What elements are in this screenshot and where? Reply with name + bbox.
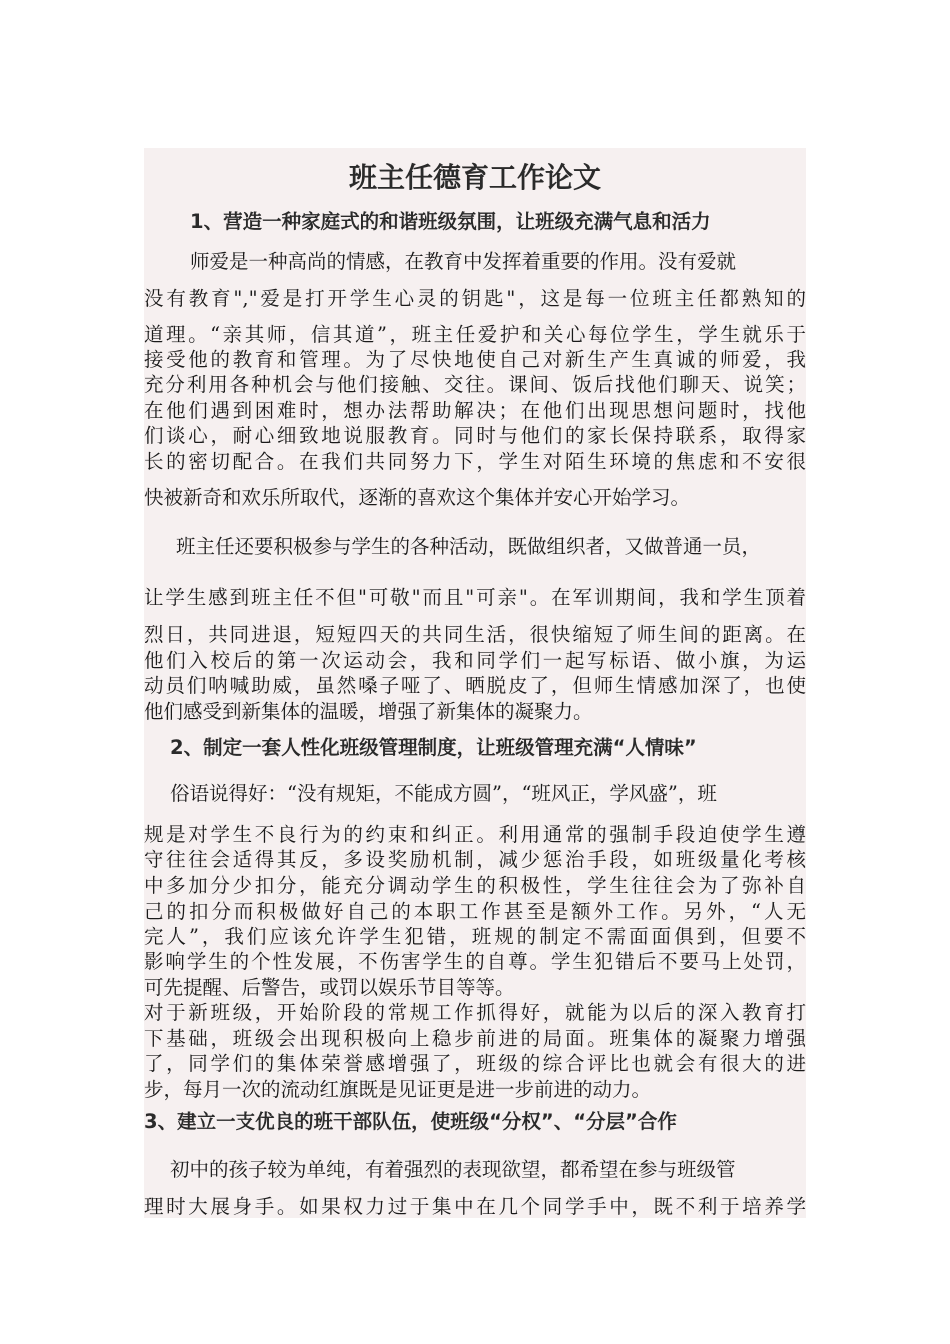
paragraph-line: 守往往会适得其反，多设奖励机制，减少惩治手段，如班级量化考核: [144, 848, 806, 871]
paragraph-line: 们谈心，耐心细致地说服教育。同时与他们的家长保持联系，取得家: [144, 424, 806, 447]
paragraph-line: 道理。“亲其师，信其道”，班主任爱护和关心每位学生，学生就乐于: [144, 323, 806, 346]
paragraph-line: 完人”，我们应该允许学生犯错，班规的制定不需面面俱到，但要不: [144, 925, 806, 948]
paragraph-line: 烈日，共同进退，短短四天的共同生活，很快缩短了师生间的距离。在: [144, 623, 806, 646]
section-heading-2: 2、制定一套人性化班级管理制度，让班级管理充满“人情味”: [170, 736, 697, 759]
paragraph-line: 长的密切配合。在我们共同努力下，学生对陌生环境的焦虑和不安很: [144, 450, 806, 473]
paragraph-line: 他们入校后的第一次运动会，我和同学们一起写标语、做小旗，为运: [144, 649, 806, 672]
paragraph-line: 接受他的教育和管理。为了尽快地使自己对新生产生真诚的师爱，我: [144, 348, 806, 371]
paragraph-line: 理时大展身手。如果权力过于集中在几个同学手中，既不利于培养学: [144, 1195, 806, 1218]
paragraph-line: 对于新班级，开始阶段的常规工作抓得好，就能为以后的深入教育打: [144, 1001, 806, 1024]
paragraph-line: 俗语说得好：“没有规矩，不能成方圆”，“班风正，学风盛”，班: [170, 782, 717, 805]
paragraph-line: 步，每月一次的流动红旗既是见证更是进一步前进的动力。: [144, 1078, 652, 1101]
paragraph-line: 下基础，班级会出现积极向上稳步前进的局面。班集体的凝聚力增强: [144, 1027, 806, 1050]
paragraph-line: 在他们遇到困难时，想办法帮助解决；在他们出现思想问题时，找他: [144, 399, 806, 422]
section-heading-1: 1、营造一种家庭式的和谐班级氛围，让班级充满气息和活力: [190, 210, 711, 233]
paragraph-line: 充分利用各种机会与他们接触、交往。课间、饭后找他们聊天、说笑；: [144, 373, 806, 396]
paragraph-line: 快被新奇和欢乐所取代，逐渐的喜欢这个集体并安心开始学习。: [144, 486, 691, 509]
paragraph-line: 规是对学生不良行为的约束和纠正。利用通常的强制手段迫使学生遵: [144, 823, 806, 846]
document-title: 班主任德育工作论文: [348, 161, 601, 194]
document-page: [144, 148, 806, 1218]
paragraph-line: 没有教育","爱是打开学生心灵的钥匙"，这是每一位班主任都熟知的: [144, 287, 806, 310]
paragraph-line: 动员们呐喊助威，虽然嗓子哑了、晒脱皮了，但师生情感加深了，也使: [144, 674, 806, 697]
paragraph-line: 己的扣分而积极做好自己的本职工作甚至是额外工作。另外，“人无: [144, 900, 806, 923]
paragraph-line: 初中的孩子较为单纯，有着强烈的表现欲望，都希望在参与班级管: [170, 1158, 736, 1181]
paragraph-line: 中多加分少扣分，能充分调动学生的积极性，学生往往会为了弥补自: [144, 874, 806, 897]
paragraph-line: 可先提醒、后警告，或罚以娱乐节目等等。: [144, 976, 515, 999]
paragraph-line: 让学生感到班主任不但"可敬"而且"可亲"。在军训期间，我和学生顶着: [144, 586, 806, 609]
paragraph-line: 影响学生的个性发展，不伤害学生的自尊。学生犯错后不要马上处罚，: [144, 950, 806, 973]
paragraph-line: 班主任还要积极参与学生的各种活动，既做组织者，又做普通一员，: [176, 535, 762, 558]
paragraph-line: 师爱是一种高尚的情感，在教育中发挥着重要的作用。没有爱就: [190, 250, 737, 273]
paragraph-line: 了，同学们的集体荣誉感增强了，班级的综合评比也就会有很大的进: [144, 1052, 806, 1075]
section-heading-3: 3、建立一支优良的班干部队伍，使班级“分权”、“分层”合作: [144, 1110, 677, 1133]
paragraph-line: 他们感受到新集体的温暖，增强了新集体的凝聚力。: [144, 700, 593, 723]
